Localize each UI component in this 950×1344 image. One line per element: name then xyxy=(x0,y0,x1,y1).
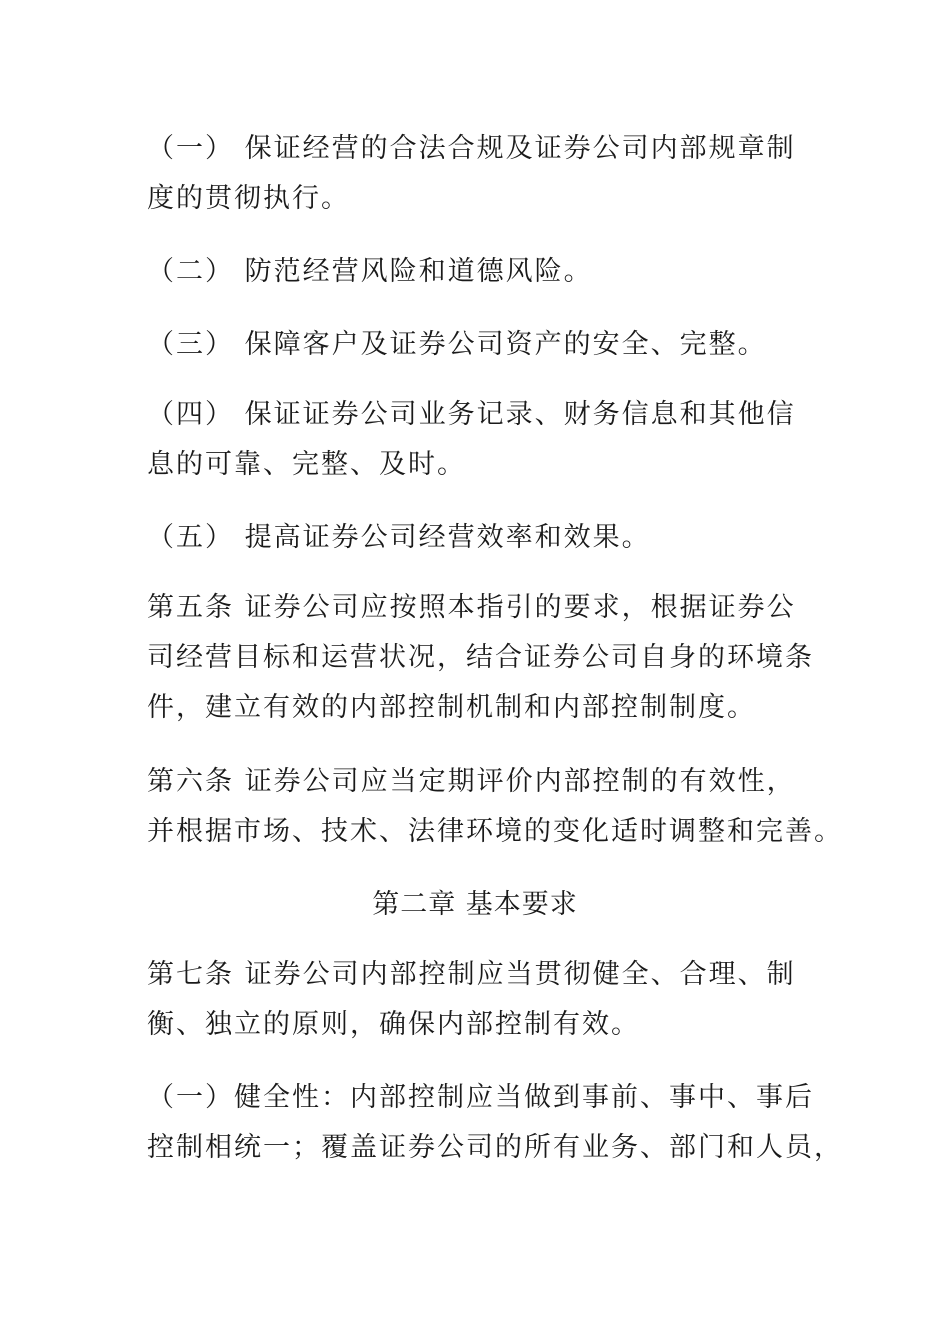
text-line: （三） 保障客户及证券公司资产的安全、完整。 xyxy=(147,329,767,360)
chapter-heading: 第二章 基本要求 xyxy=(372,889,578,920)
text-line: 第七条 证券公司内部控制应当贯彻健全、合理、制 xyxy=(147,959,796,990)
text-line: 控制相统一；覆盖证券公司的所有业务、部门和人员， xyxy=(147,1132,843,1163)
article-7 xyxy=(147,950,827,1050)
text-line: 司经营目标和运营状况，结合证券公司自身的环境条 xyxy=(147,642,814,673)
text-line: （一）健全性：内部控制应当做到事前、事中、事后 xyxy=(147,1082,814,1113)
text-line: （一） 保证经营的合法合规及证券公司内部规章制 xyxy=(147,133,796,164)
text-line: 第五条 证券公司应按照本指引的要求，根据证券公 xyxy=(147,592,796,623)
paragraph-item-2 xyxy=(147,247,827,297)
text-line: 并根据市场、技术、法律环境的变化适时调整和完善。 xyxy=(147,816,843,847)
text-line: 件，建立有效的内部控制机制和内部控制制度。 xyxy=(147,692,756,723)
text-line: 度的贯彻执行。 xyxy=(147,183,350,214)
article-5 xyxy=(147,583,827,733)
text-line: （五） 提高证券公司经营效率和效果。 xyxy=(147,522,651,553)
paragraph-item-3 xyxy=(147,320,827,370)
text-line: 息的可靠、完整、及时。 xyxy=(147,449,466,480)
article-6 xyxy=(147,757,843,857)
paragraph-item-5 xyxy=(147,513,827,563)
text-line: （四） 保证证券公司业务记录、财务信息和其他信 xyxy=(147,399,796,430)
paragraph-item-1 xyxy=(147,124,827,224)
text-line: 第六条 证券公司应当定期评价内部控制的有效性， xyxy=(147,766,796,797)
text-line: 衡、独立的原则，确保内部控制有效。 xyxy=(147,1009,640,1040)
paragraph-item-completeness xyxy=(147,1073,843,1173)
paragraph-item-4 xyxy=(147,390,827,490)
text-line: （二） 防范经营风险和道德风险。 xyxy=(147,256,593,287)
